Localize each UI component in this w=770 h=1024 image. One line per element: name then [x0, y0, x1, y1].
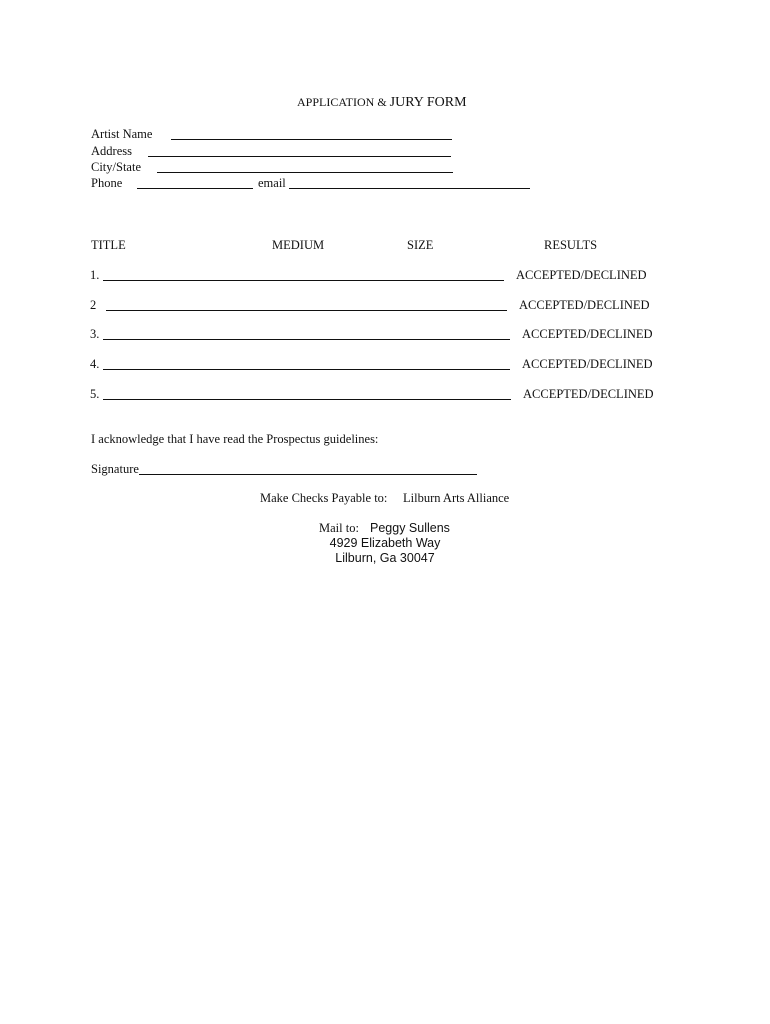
entry-line-2[interactable] [106, 310, 507, 311]
column-header-results: RESULTS [544, 238, 598, 252]
phone-label: Phone [91, 176, 123, 190]
form-title-prefix: APPLICATION & [297, 95, 390, 109]
entry-number-2: 2 [90, 298, 97, 312]
signature-label: Signature [91, 462, 139, 476]
email-label: email [258, 176, 286, 190]
city-state-field[interactable] [157, 172, 453, 173]
column-header-title: TITLE [91, 238, 126, 252]
email-field[interactable] [289, 188, 530, 189]
address-field[interactable] [148, 156, 451, 157]
mail-to-label: Mail to: [319, 521, 359, 535]
checks-payable-label: Make Checks Payable to: [260, 491, 388, 505]
artist-name-field[interactable] [171, 139, 452, 140]
mail-city-state-zip: Lilburn, Ga 30047 [335, 551, 435, 565]
entry-number-1: 1. [90, 268, 100, 282]
entry-line-3[interactable] [103, 339, 510, 340]
entry-result-4: ACCEPTED/DECLINED [522, 357, 653, 371]
checks-payee: Lilburn Arts Alliance [403, 491, 510, 505]
entry-number-3: 3. [90, 327, 100, 341]
acknowledgement-statement: I acknowledge that I have read the Prospectus guidelines: [91, 432, 379, 446]
entry-line-5[interactable] [103, 399, 511, 400]
signature-field[interactable] [139, 474, 477, 475]
entry-line-4[interactable] [103, 369, 510, 370]
entry-result-5: ACCEPTED/DECLINED [523, 387, 654, 401]
mail-street: 4929 Elizabeth Way [329, 536, 441, 550]
mail-recipient-name: Peggy Sullens [370, 521, 450, 535]
column-header-size: SIZE [407, 238, 434, 252]
entry-number-4: 4. [90, 357, 100, 371]
form-title [297, 96, 467, 110]
column-header-medium: MEDIUM [272, 238, 325, 252]
entry-number-5: 5. [90, 387, 100, 401]
address-label: Address [91, 144, 132, 158]
phone-field[interactable] [137, 188, 253, 189]
entry-result-2: ACCEPTED/DECLINED [519, 298, 650, 312]
entry-result-3: ACCEPTED/DECLINED [522, 327, 653, 341]
entry-line-1[interactable] [103, 280, 504, 281]
artist-name-label: Artist Name [91, 127, 153, 141]
entry-result-1: ACCEPTED/DECLINED [516, 268, 647, 282]
form-title-main: JURY FORM [389, 95, 467, 110]
city-state-label: City/State [91, 160, 141, 174]
